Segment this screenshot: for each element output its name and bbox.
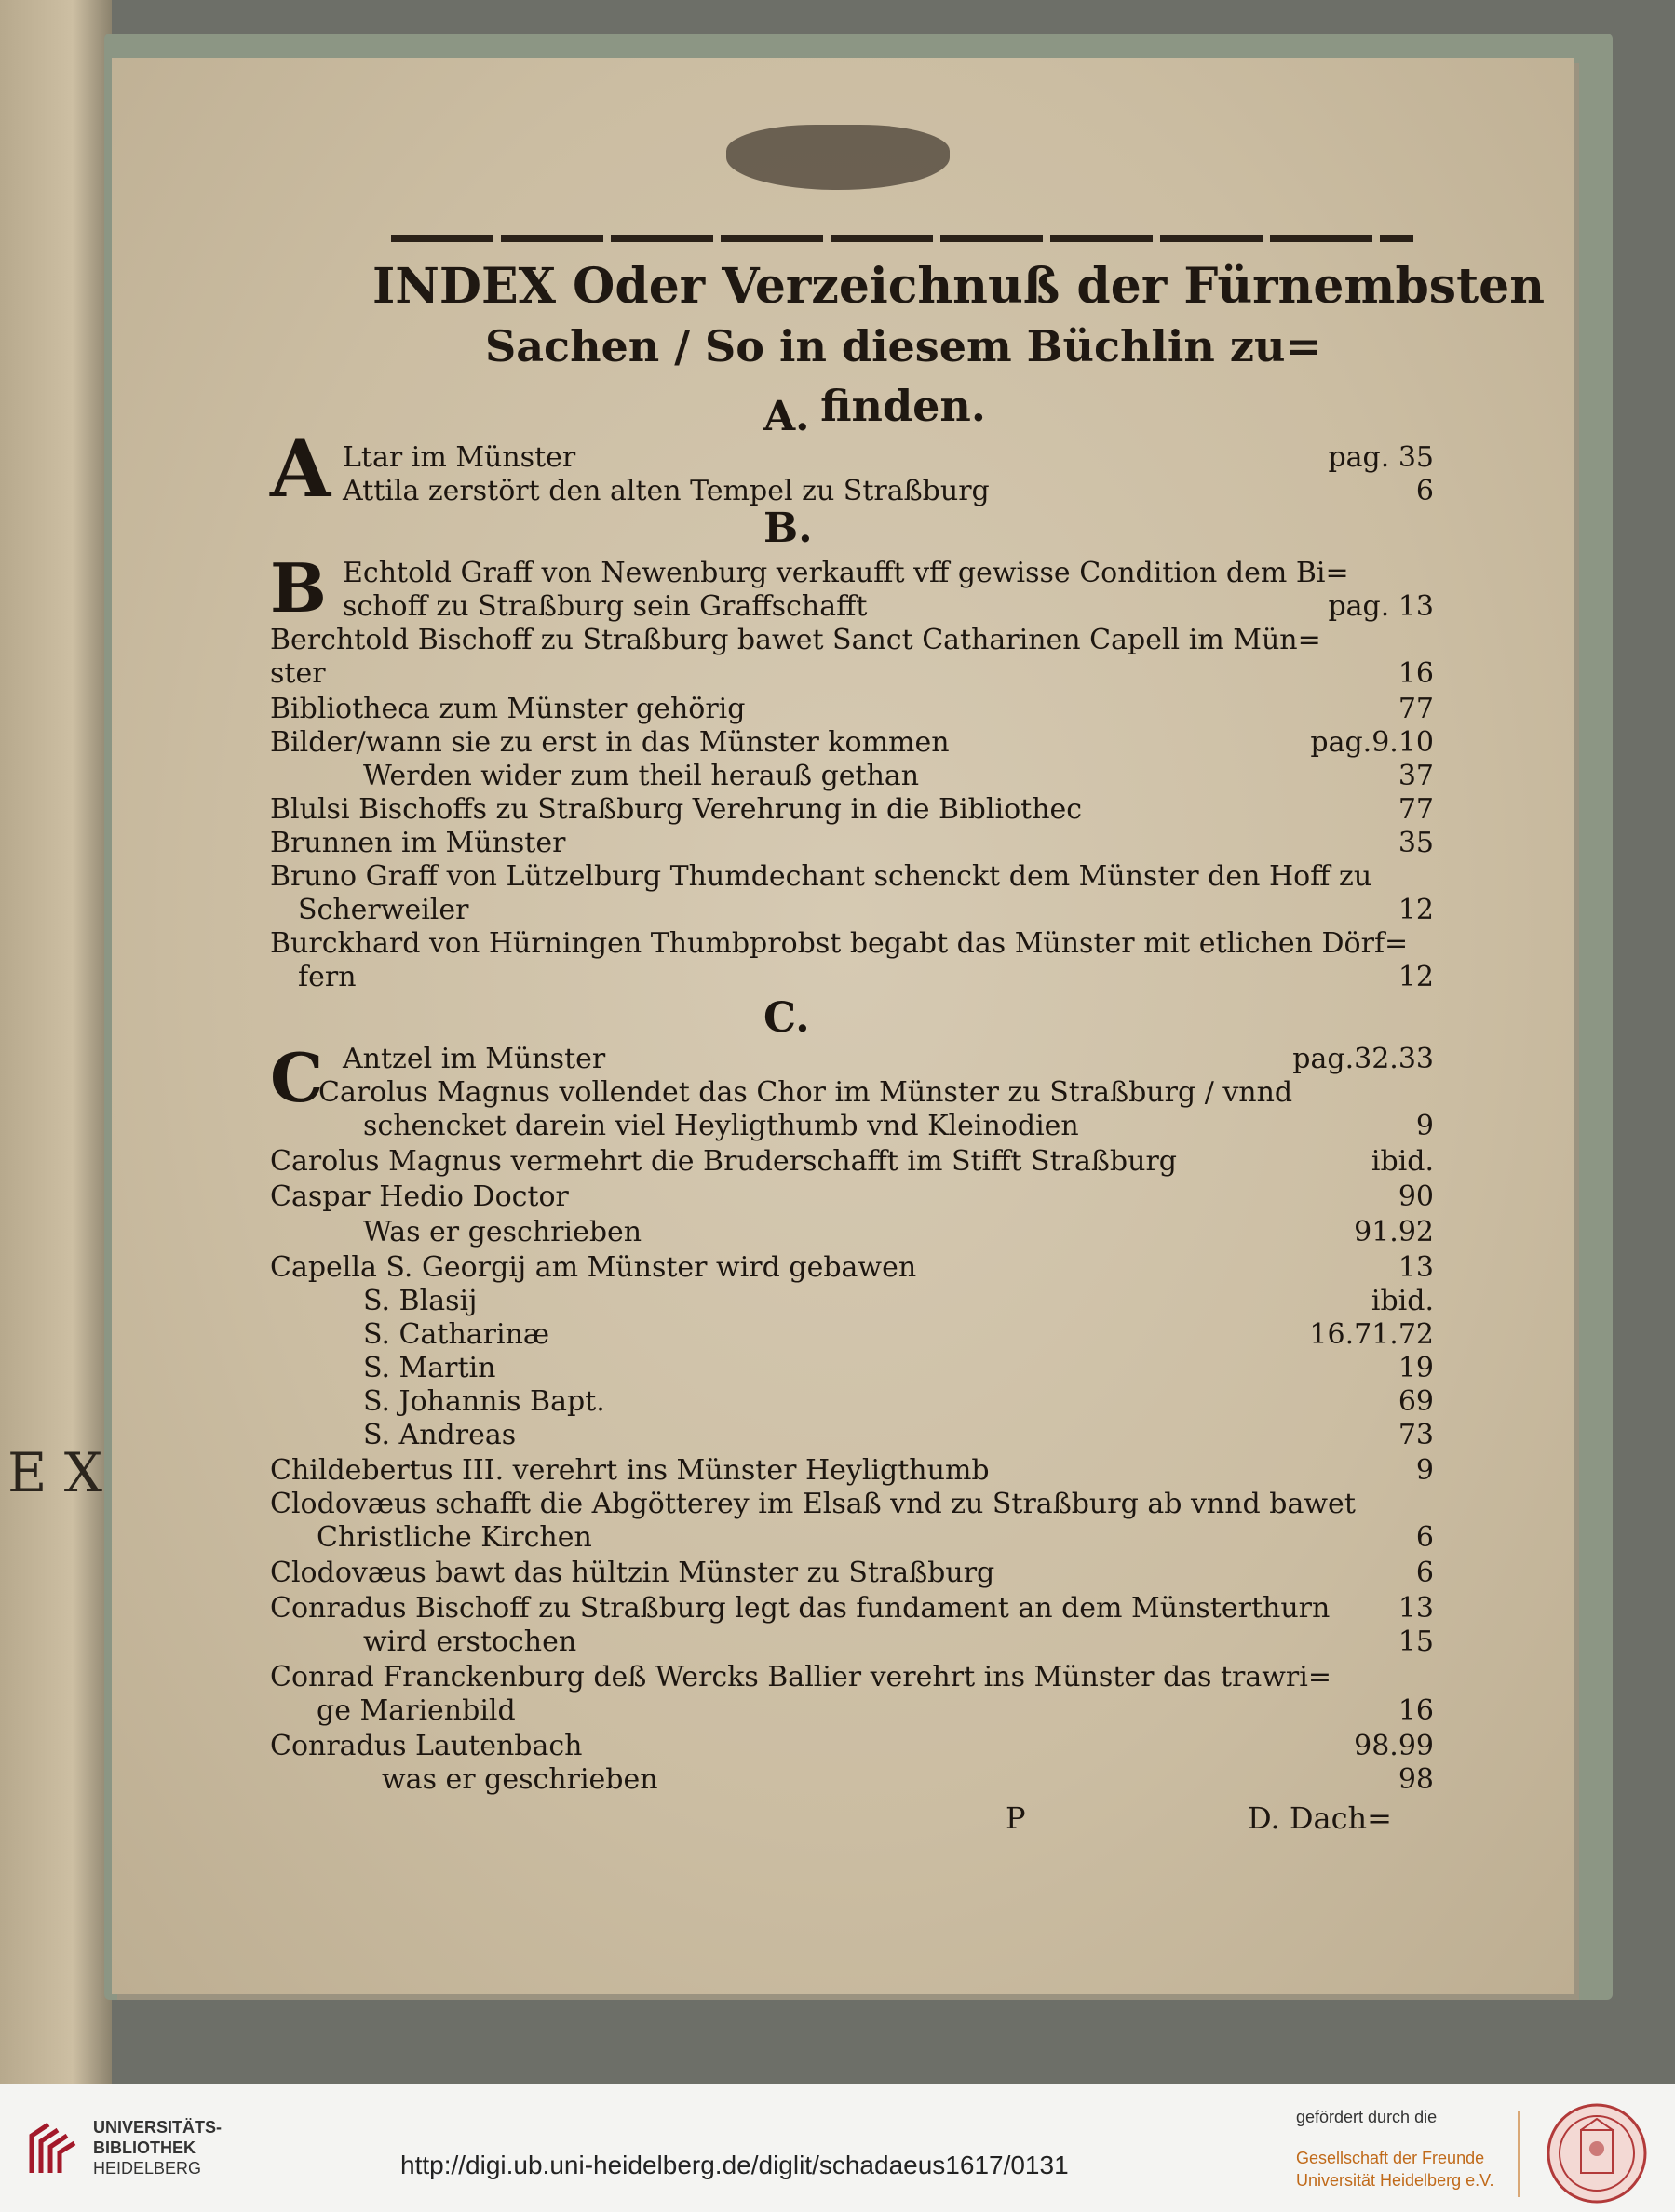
page-reference: pag.32.33 — [1292, 1043, 1434, 1075]
index-entry: S. Blasij — [363, 1285, 478, 1317]
index-entry: Burckhard von Hürningen Thumbprobst begabt das Münster mit etlichen Dörf= — [270, 927, 1409, 960]
page-reference: 91.92 — [1354, 1216, 1434, 1248]
index-entry: ster — [270, 657, 326, 690]
signature-mark: P — [1006, 1801, 1026, 1836]
permalink-url[interactable]: http://digi.ub.uni-heidelberg.de/diglit/schadaeus1617/0131 — [400, 2151, 1069, 2179]
page-reference: 15 — [1398, 1625, 1434, 1658]
header-rule — [391, 235, 1413, 242]
sponsor-name — [1296, 2147, 1493, 2192]
index-entry: Berchtold Bischoff zu Straßburg bawet Sanct Catharinen Capell im Mün= — [270, 624, 1321, 656]
index-entry: Bibliotheca zum Münster gehörig — [270, 693, 746, 725]
page-reference: 37 — [1398, 760, 1434, 792]
index-entry: Bilder/wann sie zu erst in das Münster kommen — [270, 726, 950, 759]
index-entry: Brunnen im Münster — [270, 827, 566, 859]
drop-initial-c: C — [270, 1038, 324, 1117]
index-entry: Childebertus III. verehrt ins Münster Heyligthumb — [270, 1454, 990, 1487]
index-entry: Blulsi Bischoffs zu Straßburg Verehrung in die Bibliothec — [270, 793, 1083, 826]
page-reference: 77 — [1398, 693, 1434, 725]
sponsor-line-2: Universität Heidelberg e.V. — [1296, 2171, 1494, 2190]
page-reference: 90 — [1398, 1180, 1434, 1213]
index-entry: Conrad Franckenburg deß Wercks Ballier verehrt ins Münster das trawri= — [270, 1661, 1331, 1693]
page-reference: 98 — [1398, 1763, 1434, 1796]
ink-stain — [726, 125, 950, 190]
index-entry: Clodovæus schafft die Abgötterey im Elsaß vnd zu Straßburg ab vnnd bawet — [270, 1488, 1356, 1520]
section-letter-b: B. — [763, 505, 813, 552]
index-entry: wird erstochen — [363, 1625, 577, 1658]
index-entry: Ltar im Münster — [343, 441, 576, 474]
index-entry: S. Andreas — [363, 1419, 517, 1451]
library-line-2: BIBLIOTHEK — [93, 2138, 196, 2157]
sponsor-line-1: Gesellschaft der Freunde — [1296, 2149, 1485, 2167]
book-page — [112, 58, 1574, 1994]
left-page-edge — [0, 0, 112, 2084]
page-reference: 6 — [1415, 1521, 1434, 1554]
catchword: D. Dach= — [1248, 1801, 1392, 1836]
index-entry: ge Marienbild — [317, 1694, 516, 1727]
footer-bar — [0, 2084, 1675, 2212]
index-entry: Scherweiler — [298, 894, 469, 926]
page-reference: 6 — [1415, 475, 1434, 507]
left-page-fragment: E X — [7, 1441, 103, 1504]
index-entry: S. Martin — [363, 1352, 496, 1384]
index-entry: Caspar Hedio Doctor — [270, 1180, 569, 1213]
page-reference: 19 — [1398, 1352, 1434, 1384]
drop-initial-b: B — [270, 548, 327, 627]
page-reference: 9 — [1415, 1110, 1434, 1142]
title-line-3: finden. — [820, 381, 986, 431]
index-entry: Carolus Magnus vermehrt die Bruderschafft im Stifft Straßburg — [270, 1145, 1178, 1178]
page-reference: 16 — [1398, 657, 1434, 690]
section-letter-a: A. — [763, 393, 810, 440]
page-reference: 77 — [1398, 793, 1434, 826]
page-reference: 35 — [1398, 827, 1434, 859]
library-line-1: UNIVERSITÄTS- — [93, 2118, 223, 2137]
drop-initial-a: A — [270, 423, 331, 515]
page-reference: 73 — [1398, 1419, 1434, 1451]
sponsor-divider — [1518, 2111, 1520, 2197]
index-entry: Was er geschrieben — [363, 1216, 642, 1248]
index-entry: fern — [298, 961, 357, 993]
index-entry: Clodovæus bawt das hültzin Münster zu Straßburg — [270, 1557, 995, 1589]
page-reference: 98.99 — [1354, 1730, 1434, 1762]
page-reference: ibid. — [1371, 1285, 1434, 1317]
page-reference: pag.9.10 — [1310, 726, 1434, 759]
page-reference: 16.71.72 — [1309, 1318, 1434, 1351]
index-entry: was er geschrieben — [382, 1763, 658, 1796]
page-reference: 12 — [1398, 894, 1434, 926]
page-reference: ibid. — [1371, 1145, 1434, 1178]
page-reference: 9 — [1415, 1454, 1434, 1487]
title-line-1: INDEX Oder Verzeichnuß der Fürnembsten — [372, 258, 1545, 315]
page-reference: 69 — [1398, 1385, 1434, 1418]
index-entry: Antzel im Münster — [343, 1043, 606, 1075]
index-entry: S. Johannis Bapt. — [363, 1385, 605, 1418]
index-entry: S. Catharinæ — [363, 1318, 550, 1351]
index-entry: Werden wider zum theil herauß gethan — [363, 760, 920, 792]
index-entry: Carolus Magnus vollendet das Chor im Münster zu Straßburg / vnnd — [318, 1076, 1293, 1109]
index-entry: Attila zerstört den alten Tempel zu Straßburg — [343, 475, 990, 507]
index-entry: Conradus Lautenbach — [270, 1730, 583, 1762]
index-entry: schoff zu Straßburg sein Graffschafft — [343, 590, 868, 623]
page-reference: 6 — [1415, 1557, 1434, 1589]
index-entry: Conradus Bischoff zu Straßburg legt das fundament an dem Münsterthurn — [270, 1592, 1331, 1625]
page-reference: pag. 13 — [1328, 590, 1434, 623]
title-line-2: Sachen / So in diesem Büchlin zu= — [485, 321, 1321, 371]
page-reference: 13 — [1398, 1592, 1434, 1625]
library-name — [93, 2117, 222, 2178]
page-reference: 12 — [1398, 961, 1434, 993]
index-entry: Echtold Graff von Newenburg verkaufft vff gewisse Condition dem Bi= — [343, 557, 1349, 589]
ub-logo-icon — [20, 2117, 82, 2178]
page-title — [372, 257, 1545, 436]
library-line-3: HEIDELBERG — [93, 2159, 202, 2178]
page-reference: 16 — [1398, 1694, 1434, 1727]
page-reference: 13 — [1398, 1251, 1434, 1284]
index-entry: schencket darein viel Heyligthumb vnd Kleinodien — [363, 1110, 1079, 1142]
section-letter-c: C. — [763, 994, 810, 1042]
index-entry: Capella S. Georgij am Münster wird gebawen — [270, 1251, 917, 1284]
index-entry: Christliche Kirchen — [317, 1521, 592, 1554]
index-entry: Bruno Graff von Lützelburg Thumdechant schenckt dem Münster den Hoff zu — [270, 860, 1372, 893]
page-reference: pag. 35 — [1328, 441, 1434, 474]
university-seal-icon — [1546, 2102, 1648, 2205]
sponsor-note: gefördert durch die — [1296, 2108, 1438, 2126]
